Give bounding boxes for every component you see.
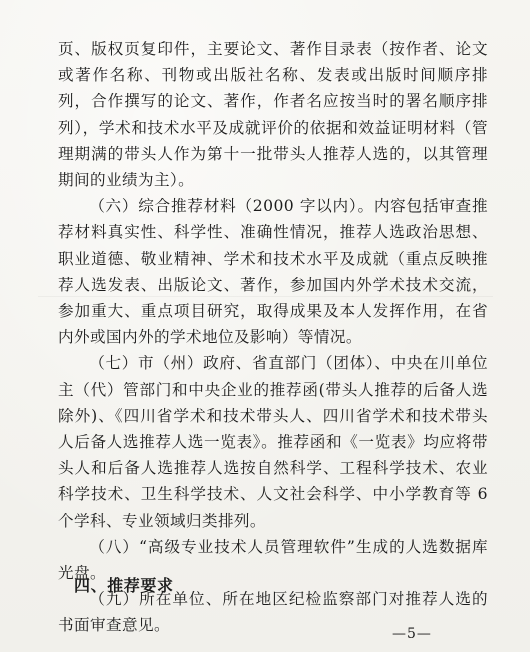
paragraph-continuation: 页、版权页复印件，主要论文、著作目录表（按作者、论文或著作名称、刊物或出版社名称、发表或出版时间顺序排列，合作撰写的论文、著作，作者名应按当时的署名顺序排列），学术和技术水平及成就评价的依据和效益证明材料（管理期满的带头人作为第十一批带头人推荐人选的，以其管理期间的业绩为主）。 <box>58 40 488 190</box>
paragraph-item-7: （七）市（州）政府、省直部门（团体）、中央在川单位主（代）管部门和中央企业的推荐函(带头人推荐的后备人选除外)、《四川省学术和技术带头人、四川省学术和技术带头人后备人选推荐人选一览表》。推荐函和《一览表》均应将带头人和后备人选推荐人选按自然科学、工程科学技术、农业科学技术、卫生科学技术、人文社会科学、中小学教育等 6 个学科、专业领域归类排列。 <box>58 354 488 530</box>
section-heading: 四、推荐要求 <box>74 576 174 595</box>
page-number: —5— <box>392 626 432 642</box>
paragraph-item-9: （九）所在单位、所在地区纪检监察部门对推荐人选的书面审查意见。 <box>58 590 488 635</box>
document-body <box>58 36 488 639</box>
paragraph-item-6: （六）综合推荐材料（2000 字以内）。内容包括审查推荐材料真实性、科学性、准确性情况，推荐人选政治思想、职业道德、敬业精神、学术和技术水平及成就（重点反映推荐人选发表、出版论文、著作，参加国内外学术技术交流，参加重大、重点项目研究，取得成果及本人发挥作用，在省内外或国内外的学术地位及影响）等情况。 <box>58 197 488 347</box>
paragraph-item-8: （八）“高级专业技术人员管理软件”生成的人选数据库光盘。 <box>58 537 488 583</box>
